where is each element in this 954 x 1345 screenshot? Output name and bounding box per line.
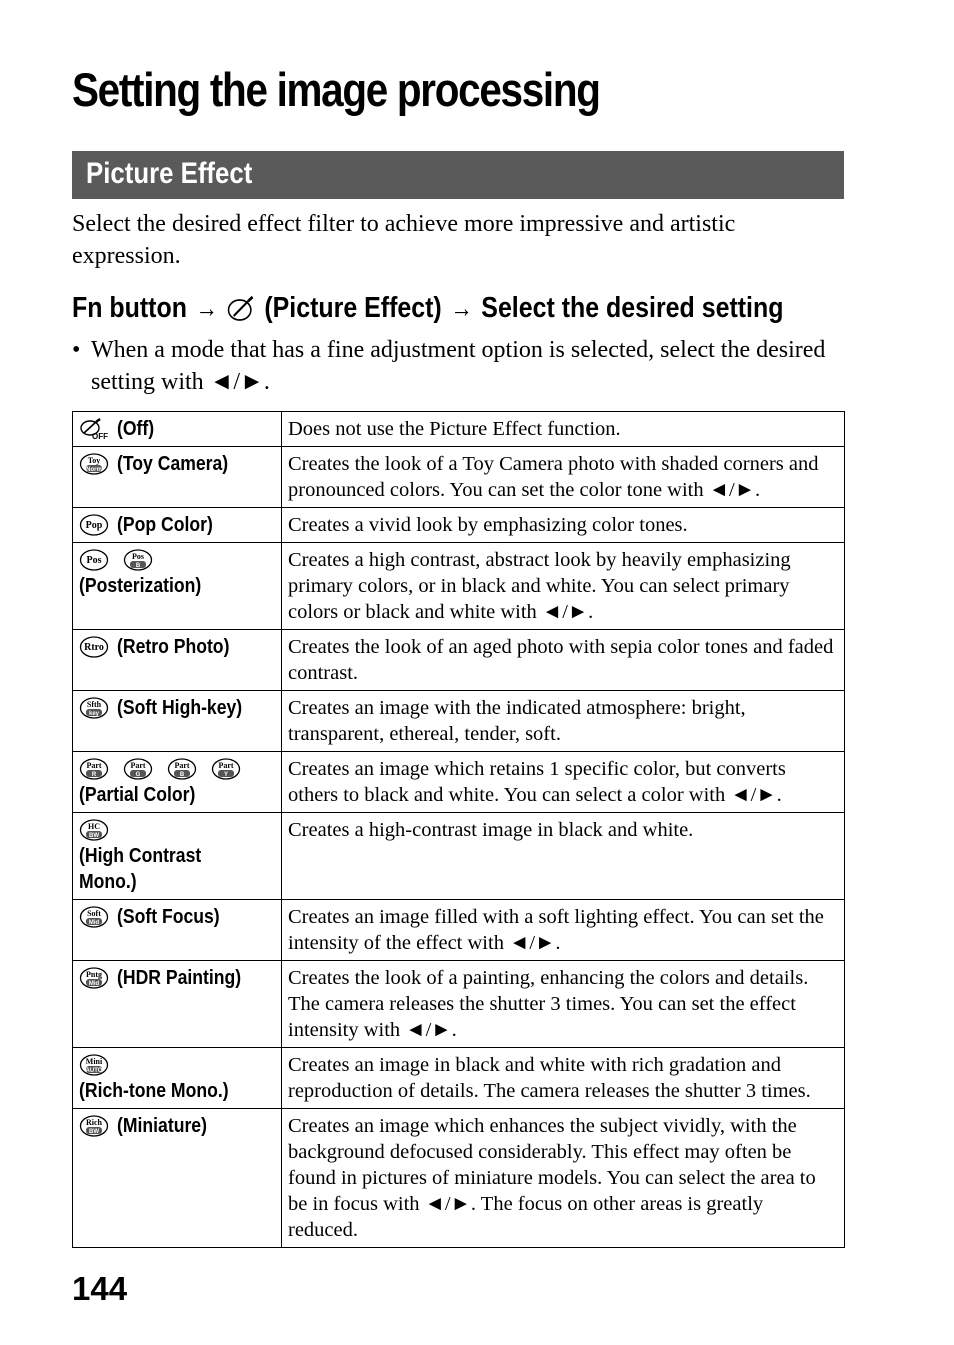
effect-description: Creates a high-contrast image in black and white.	[282, 813, 845, 900]
effect-description: Creates the look of an aged photo with sepia color tones and faded contrast.	[282, 630, 845, 691]
fn-button-label: Fn button	[72, 292, 187, 324]
effect-icons	[79, 418, 109, 440]
effect-mode-icon	[79, 636, 109, 658]
effect-name-cell	[73, 630, 282, 691]
svg-text:Norm: Norm	[86, 467, 102, 473]
svg-text:Mid: Mid	[88, 920, 100, 926]
effect-name-cell	[73, 1048, 282, 1109]
arrow-icon: →	[450, 293, 473, 323]
effect-mode-icon	[79, 453, 109, 475]
effect-name-cell	[73, 1109, 282, 1248]
effect-name: (Soft Focus)	[117, 906, 220, 928]
svg-text:Pntg: Pntg	[86, 970, 102, 979]
page-title: Setting the image processing	[72, 63, 600, 116]
effect-name: (Off)	[117, 418, 155, 440]
table-row	[73, 691, 845, 752]
effect-mode-icon	[123, 758, 153, 780]
effect-icons	[79, 697, 109, 719]
effect-name-cell	[73, 900, 282, 961]
svg-text:BW: BW	[89, 833, 99, 839]
svg-text:B: B	[179, 772, 185, 778]
select-setting-label: Select the desired setting	[481, 292, 784, 324]
svg-text:AUTO: AUTO	[85, 1068, 103, 1074]
table-row	[73, 447, 845, 508]
svg-text:B: B	[135, 563, 141, 569]
effect-icons	[79, 967, 109, 989]
effect-icons	[79, 758, 241, 780]
intro-text: Select the desired effect filter to achieve more impressive and artistic expression.	[72, 211, 736, 269]
effect-name-cell	[73, 412, 282, 447]
svg-text:Pop: Pop	[85, 520, 103, 531]
effect-mode-icon	[79, 758, 109, 780]
effect-description: Creates the look of a Toy Camera photo with shaded corners and pronounced colors. You can set the color tone with ◄/►.	[282, 447, 845, 508]
picture-effect-label: (Picture Effect)	[264, 292, 442, 324]
effect-name: (High Contrast Mono.)	[79, 845, 202, 893]
effect-name: (Posterization)	[79, 575, 202, 597]
svg-text:Part: Part	[86, 761, 102, 770]
effect-mode-icon	[79, 906, 109, 928]
table-row	[73, 961, 845, 1048]
effect-description: Creates the look of a painting, enhancing the colors and details. The camera releases the shutter 3 times. You can set the effect intensity with ◄/►.	[282, 961, 845, 1048]
section-header	[72, 151, 844, 199]
table-row	[73, 543, 845, 630]
effect-mode-icon	[123, 549, 153, 571]
effect-description: Does not use the Picture Effect function.	[282, 412, 845, 447]
svg-text:Pos: Pos	[86, 555, 102, 566]
effect-icons	[79, 1054, 109, 1076]
effect-name-cell	[73, 508, 282, 543]
svg-text:BW: BW	[89, 1129, 99, 1135]
svg-text:Soft: Soft	[87, 909, 101, 918]
effect-mode-icon	[79, 514, 109, 536]
svg-text:Mini: Mini	[85, 1057, 103, 1066]
effect-icons	[79, 819, 109, 841]
effect-mode-icon	[79, 1054, 109, 1076]
svg-text:Rich: Rich	[86, 1118, 102, 1127]
svg-text:R: R	[91, 772, 97, 778]
svg-text:G: G	[135, 772, 141, 778]
page-number: 144	[72, 1270, 128, 1307]
svg-text:Part: Part	[174, 761, 190, 770]
table-row	[73, 630, 845, 691]
effect-description: Creates an image in black and white with rich gradation and reproduction of details. The camera releases the shutter 3 times.	[282, 1048, 845, 1109]
svg-text:Rtro: Rtro	[84, 642, 104, 653]
effect-mode-icon	[79, 819, 109, 841]
note-text: When a mode that has a fine adjustment option is selected, select the desired setting with ◄/►.	[91, 337, 826, 395]
effect-name-cell	[73, 447, 282, 508]
effect-description: Creates an image filled with a soft lighting effect. You can set the intensity of the effect with ◄/►.	[282, 900, 845, 961]
effect-name: (Rich-tone Mono.)	[79, 1080, 229, 1102]
effect-name: (Partial Color)	[79, 784, 196, 806]
svg-text:HC: HC	[88, 822, 100, 831]
table-row	[73, 508, 845, 543]
table-row	[73, 752, 845, 813]
effect-name-cell	[73, 961, 282, 1048]
effect-icons	[79, 514, 109, 536]
svg-text:Y: Y	[223, 772, 229, 778]
table-row	[73, 813, 845, 900]
effect-name: (Retro Photo)	[117, 636, 230, 658]
bullet-mark: •	[72, 337, 81, 363]
effect-icons	[79, 1115, 109, 1137]
effect-name: (Soft High-key)	[117, 697, 243, 719]
svg-text:Part: Part	[218, 761, 234, 770]
svg-text:Toy: Toy	[87, 456, 101, 465]
arrow-icon: →	[195, 293, 218, 323]
effect-name-cell	[73, 752, 282, 813]
effect-icons	[79, 453, 109, 475]
effect-name: (HDR Painting)	[117, 967, 242, 989]
table-row	[73, 1109, 845, 1248]
svg-text:Pos: Pos	[132, 552, 144, 561]
effect-description: Creates a high contrast, abstract look by heavily emphasizing primary colors, or in black and white. You can select primary colors or black and white with ◄/►.	[282, 543, 845, 630]
section-title: Picture Effect	[86, 157, 253, 190]
svg-text:Mid: Mid	[88, 981, 100, 987]
effect-description: Creates an image with the indicated atmosphere: bright, transparent, ethereal, tender, soft.	[282, 691, 845, 752]
effect-name: (Miniature)	[117, 1115, 207, 1137]
effect-description: Creates an image which retains 1 specific color, but converts others to black and white. You can select a color with ◄/►.	[282, 752, 845, 813]
table-row	[73, 900, 845, 961]
effect-mode-icon	[79, 967, 109, 989]
effect-description: Creates an image which enhances the subject vividly, with the background defocused considerably. This effect may often be found in pictures of miniature models. You can select the area to be in focus with ◄/►. The focus on other areas is greatly reduced.	[282, 1109, 845, 1248]
effect-mode-icon	[167, 758, 197, 780]
effect-description: Creates a vivid look by emphasizing color tones.	[282, 508, 845, 543]
effects-table	[72, 411, 845, 1248]
effect-name: (Toy Camera)	[117, 453, 229, 475]
effect-mode-icon	[79, 549, 109, 571]
svg-text:Sfth: Sfth	[86, 700, 102, 709]
picture-effect-icon	[227, 296, 256, 322]
effect-mode-icon	[79, 697, 109, 719]
effect-icons	[79, 636, 109, 658]
svg-text:Part: Part	[130, 761, 146, 770]
effect-mode-icon	[211, 758, 241, 780]
effect-icons	[79, 906, 109, 928]
effect-mode-icon	[79, 418, 109, 440]
effect-name-cell	[73, 691, 282, 752]
svg-text:OFF: OFF	[92, 432, 108, 440]
effect-icons	[79, 549, 153, 571]
effect-name-cell	[73, 543, 282, 630]
svg-text:key: key	[88, 711, 100, 717]
table-row	[73, 412, 845, 447]
effect-name: (Pop Color)	[117, 514, 213, 536]
note-bullet	[72, 334, 832, 398]
table-row	[73, 1048, 845, 1109]
effect-mode-icon	[79, 1115, 109, 1137]
procedure-line	[72, 292, 783, 325]
effect-name-cell	[73, 813, 282, 900]
